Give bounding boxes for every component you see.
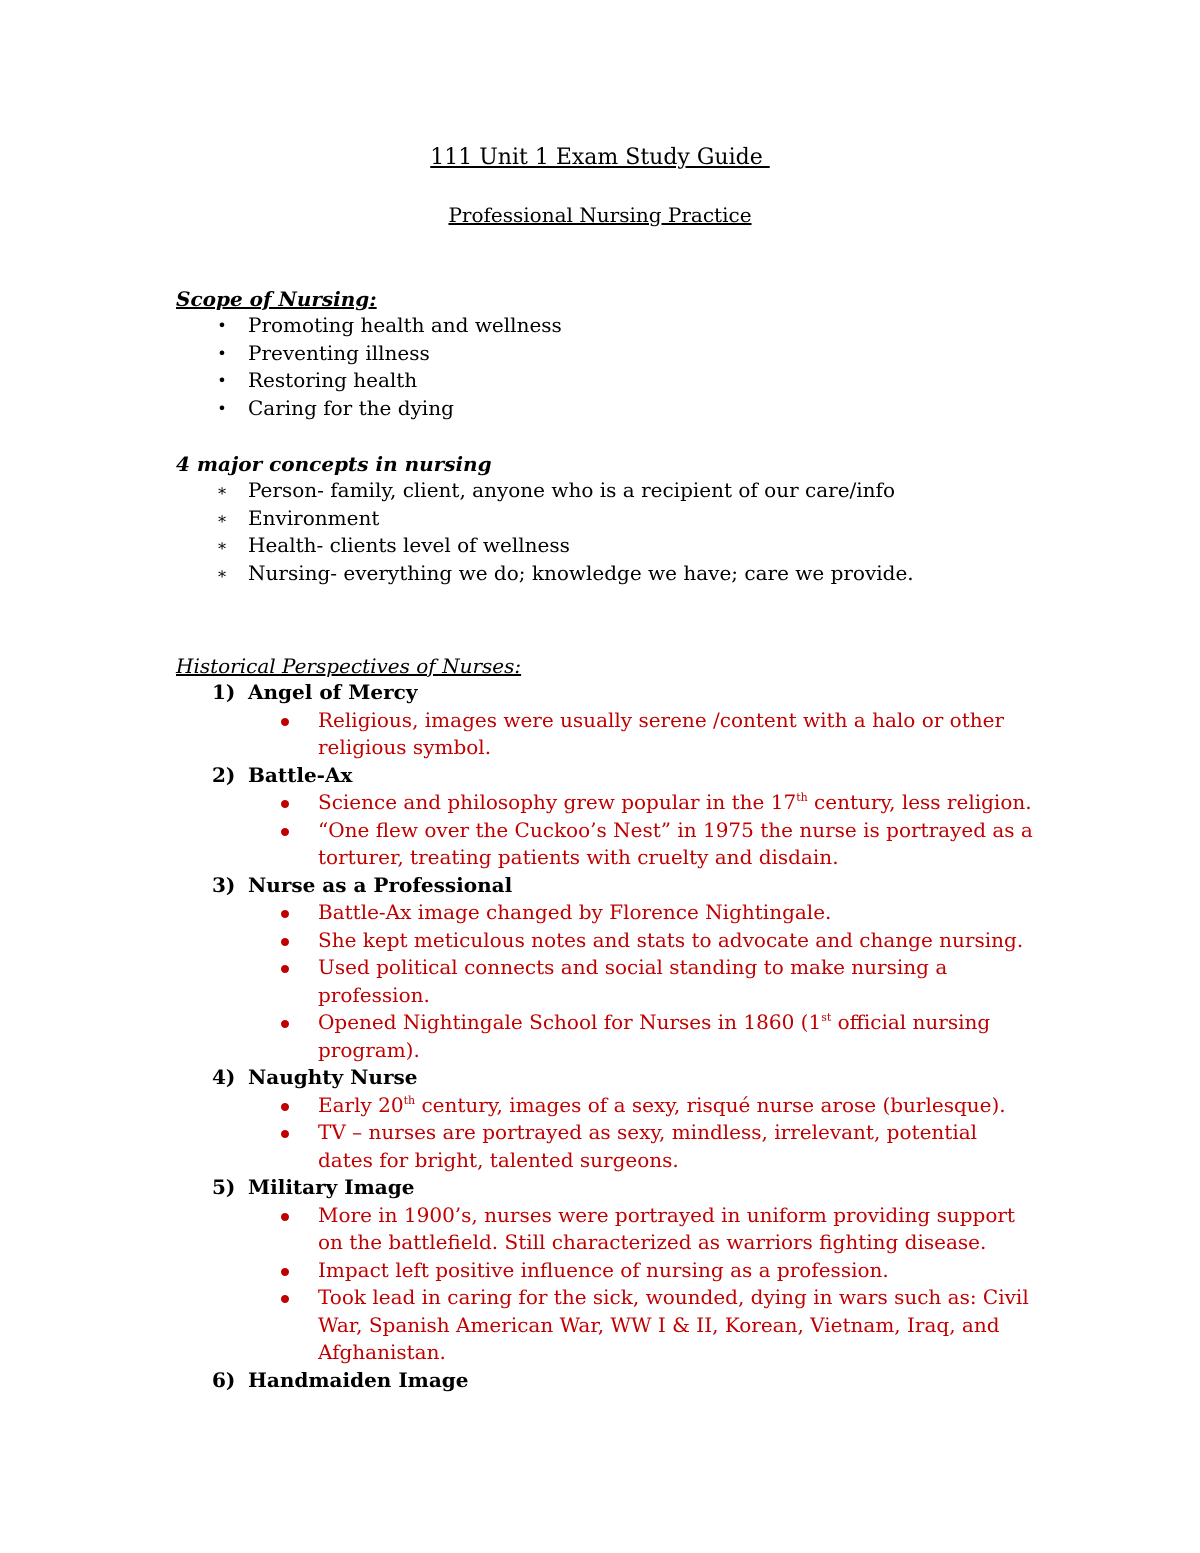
history-section	[0, 1064, 1200, 1174]
bullet-icon: •	[217, 316, 227, 335]
bullet-icon	[281, 800, 289, 808]
section-points	[0, 1092, 1200, 1175]
bullet-icon	[281, 1268, 289, 1276]
asterisk-icon: ∗	[216, 536, 228, 555]
section-number: 6)	[212, 1367, 236, 1392]
section-number: 2)	[212, 762, 236, 787]
list-item: • Restoring health	[0, 367, 562, 395]
point-text: Science and philosophy grew popular in the 17	[318, 790, 797, 814]
bullet-icon	[281, 1130, 289, 1138]
scope-list	[0, 312, 562, 422]
section-points	[0, 899, 1200, 1064]
point-text: Religious, images were usually serene /content with a halo or other religious symbol.	[318, 707, 1005, 759]
point-text: Impact left positive influence of nursing as a profession.	[318, 1257, 889, 1282]
bullet-icon	[281, 1213, 289, 1221]
history-section-title	[0, 1367, 1200, 1395]
list-item: • Preventing illness	[0, 340, 562, 368]
asterisk-icon: ∗	[216, 563, 228, 583]
point-text: More in 1900’s, nurses were portrayed in uniform providing support on the battlefield. Still characterized as warriors fighting disease.	[318, 1202, 1015, 1254]
bullet-icon: •	[217, 343, 227, 363]
concepts-heading: 4 major concepts in nursing	[176, 452, 492, 476]
bullet-icon	[281, 965, 289, 973]
list-item	[0, 707, 1038, 762]
bullet-icon	[281, 938, 289, 946]
point-text: She kept meticulous notes and stats to advocate and change nursing.	[318, 927, 1024, 952]
list-item	[0, 1119, 1038, 1174]
history-section-title	[0, 1174, 1200, 1202]
list-item	[0, 1202, 1038, 1257]
history-heading: Historical Perspectives of Nurses:	[176, 654, 522, 678]
point-text: official nursing program).	[318, 1010, 991, 1062]
point-text: century, images of a sexy, risqué nurse arose (burlesque).	[415, 1092, 1006, 1117]
scope-heading: Scope of Nursing:	[176, 287, 377, 311]
section-title-text: Naughty Nurse	[248, 1065, 418, 1089]
concepts-list	[0, 477, 914, 587]
history-section-title	[0, 872, 1200, 900]
list-item	[0, 927, 1038, 955]
point-text: TV – nurses are portrayed as sexy, mindless, irrelevant, potential dates for bright, talented surgeons.	[318, 1120, 978, 1172]
ordinal-suffix: st	[821, 1011, 832, 1024]
history-section-title	[0, 679, 1200, 707]
history-section	[0, 1174, 1200, 1367]
bullet-icon	[281, 1295, 289, 1303]
section-number: 5)	[212, 1175, 236, 1199]
history-section	[0, 679, 1200, 762]
list-item: • Promoting health and wellness	[0, 312, 562, 340]
section-points	[0, 789, 1200, 872]
point-text: century, less religion.	[807, 790, 1032, 814]
point-text: Took lead in caring for the sick, wounded, dying in wars such as: Civil War, Spanish American War, WW I & II, Korean, Vietnam, Iraq, and Afghanistan.	[318, 1285, 1029, 1364]
section-points	[0, 707, 1200, 762]
bullet-icon	[281, 1103, 289, 1111]
ordinal-suffix: th	[796, 791, 808, 804]
list-item: ∗ Environment	[0, 505, 914, 533]
bullet-icon	[281, 1020, 289, 1028]
section-title-text: Nurse as a Professional	[248, 872, 513, 897]
bullet-icon	[281, 910, 289, 918]
asterisk-icon: ∗	[216, 481, 228, 500]
list-item: ∗ Health- clients level of wellness	[0, 532, 914, 560]
asterisk-icon: ∗	[216, 508, 228, 528]
list-item	[0, 1009, 1038, 1064]
list-item	[0, 789, 1038, 817]
section-title-text: Handmaiden Image	[248, 1367, 469, 1392]
history-section	[0, 872, 1200, 1065]
document-title: 111 Unit 1 Exam Study Guide	[430, 145, 770, 170]
section-title-text: Battle-Ax	[248, 762, 353, 787]
section-title-text: Military Image	[248, 1175, 415, 1199]
history-section-title	[0, 1064, 1200, 1092]
document-subtitle: Professional Nursing Practice	[448, 203, 752, 227]
bullet-icon: •	[217, 398, 227, 418]
point-text: “One flew over the Cuckoo’s Nest” in 1975 the nurse is portrayed as a torturer, treating patients with cruelty and disdain.	[318, 817, 1033, 869]
history-section-title	[0, 762, 1200, 790]
section-number: 1)	[212, 680, 236, 704]
list-item	[0, 899, 1038, 927]
section-title-text: Angel of Mercy	[248, 680, 418, 704]
bullet-icon	[281, 718, 289, 726]
ordinal-suffix: th	[403, 1093, 416, 1107]
list-item	[0, 954, 1038, 1009]
section-number: 3)	[212, 872, 236, 897]
list-item	[0, 1257, 1038, 1285]
list-item	[0, 1092, 1038, 1120]
point-text: Battle-Ax image changed by Florence Nightingale.	[318, 900, 832, 924]
section-number: 4)	[212, 1065, 236, 1089]
section-points	[0, 1202, 1200, 1367]
list-item	[0, 817, 1038, 872]
list-item: ∗ Nursing- everything we do; knowledge we have; care we provide.	[0, 560, 914, 588]
bullet-icon	[281, 828, 289, 836]
history-section	[0, 762, 1200, 872]
history-sections	[0, 679, 1200, 1394]
history-section	[0, 1367, 1200, 1395]
list-item: ∗ Person- family, client, anyone who is a recipient of our care/info	[0, 477, 914, 505]
bullet-icon: •	[217, 371, 227, 390]
list-item: • Caring for the dying	[0, 395, 562, 423]
point-text: Opened Nightingale School for Nurses in 1860 (1	[318, 1010, 822, 1034]
point-text: Used political connects and social standing to make nursing a profession.	[318, 955, 948, 1007]
list-item	[0, 1284, 1038, 1367]
point-text: Early 20	[318, 1092, 404, 1117]
